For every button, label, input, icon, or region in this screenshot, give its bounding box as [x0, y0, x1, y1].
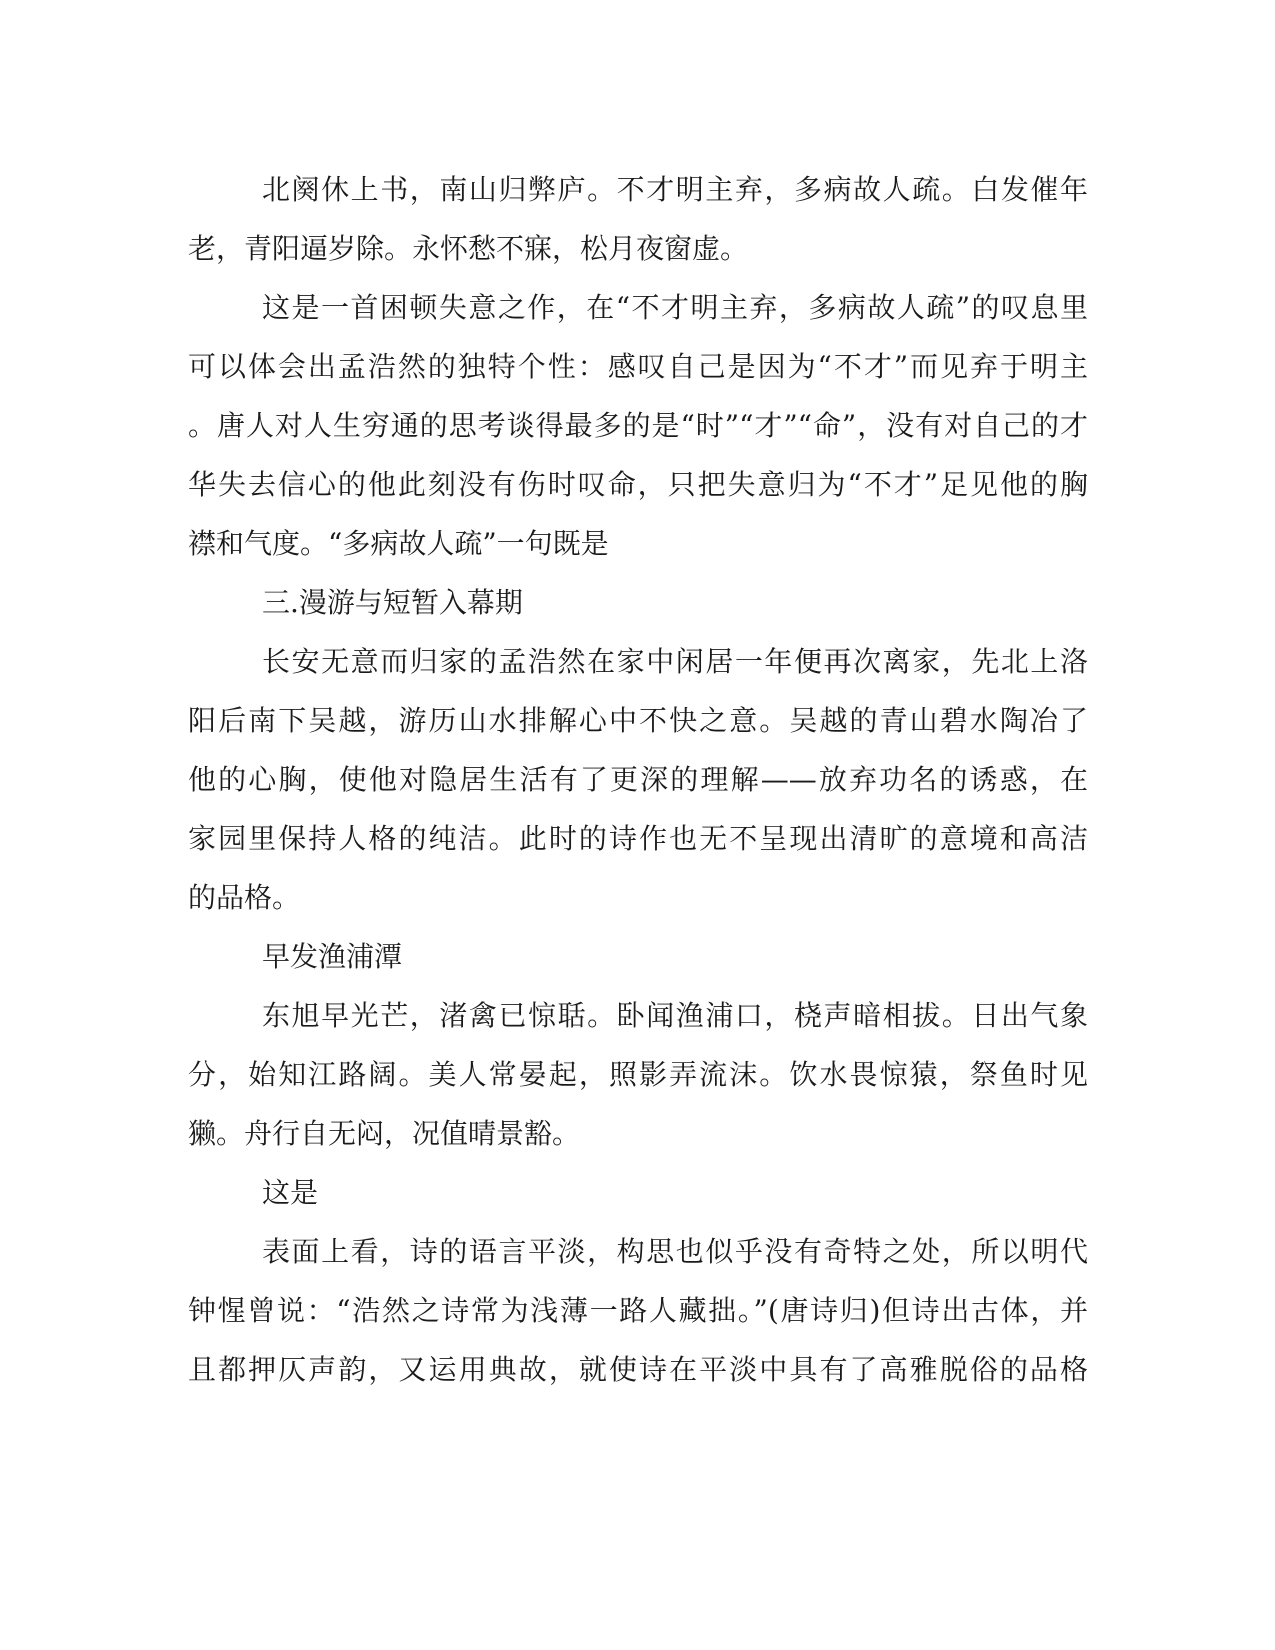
text-line: 阳后南下吴越，游历山水排解心中不快之意。吴越的青山碧水陶冶了 [188, 704, 1088, 737]
poem-title: 早发渔浦潭 [262, 940, 403, 973]
document-page [188, 160, 1088, 1399]
text-line: 。唐人对人生穷通的思考谈得最多的是“时”“才”“命”，没有对自己的才 [188, 409, 1088, 442]
text-line: 襟和气度。“多病故人疏”一句既是 [188, 527, 609, 560]
text-line: 分，始知江路阔。美人常晏起，照影弄流沫。饮水畏惊猿，祭鱼时见 [188, 1058, 1088, 1091]
text-line: 这是一首困顿失意之作，在“不才明主弃，多病故人疏”的叹息里 [262, 291, 1088, 324]
text-line: 獭。舟行自无闷，况值晴景豁。 [188, 1117, 581, 1150]
text-line: 他的心胸，使他对隐居生活有了更深的理解——放弃功名的诱惑，在 [188, 763, 1088, 796]
text-line: 东旭早光芒，渚禽已惊聒。卧闻渔浦口，桡声暗相拔。日出气象 [262, 999, 1088, 1032]
text-line: 的品格。 [188, 881, 301, 914]
text-line: 老，青阳逼岁除。永怀愁不寐，松月夜窗虚。 [188, 232, 749, 265]
text-line: 长安无意而归家的孟浩然在家中闲居一年便再次离家，先北上洛 [262, 645, 1088, 678]
text-line: 这是 [262, 1176, 319, 1209]
text-line: 家园里保持人格的纯洁。此时的诗作也无不呈现出清旷的意境和高洁 [188, 822, 1088, 855]
text-line: 可以体会出孟浩然的独特个性：感叹自己是因为“不才”而见弃于明主 [188, 350, 1088, 383]
text-line: 北阕休上书，南山归弊庐。不才明主弃，多病故人疏。白发催年 [262, 173, 1088, 206]
text-line: 表面上看，诗的语言平淡，构思也似乎没有奇特之处，所以明代 [262, 1235, 1088, 1268]
text-line: 华失去信心的他此刻没有伤时叹命，只把失意归为“不才”足见他的胸 [188, 468, 1088, 501]
text-line: 钟惺曾说：“浩然之诗常为浅薄一路人藏拙。”(唐诗归)但诗出古体，并 [188, 1294, 1088, 1327]
text-line: 且都押仄声韵，又运用典故，就使诗在平淡中具有了高雅脱俗的品格 [188, 1353, 1088, 1386]
section-heading: 三.漫游与短暂入幕期 [262, 586, 523, 619]
